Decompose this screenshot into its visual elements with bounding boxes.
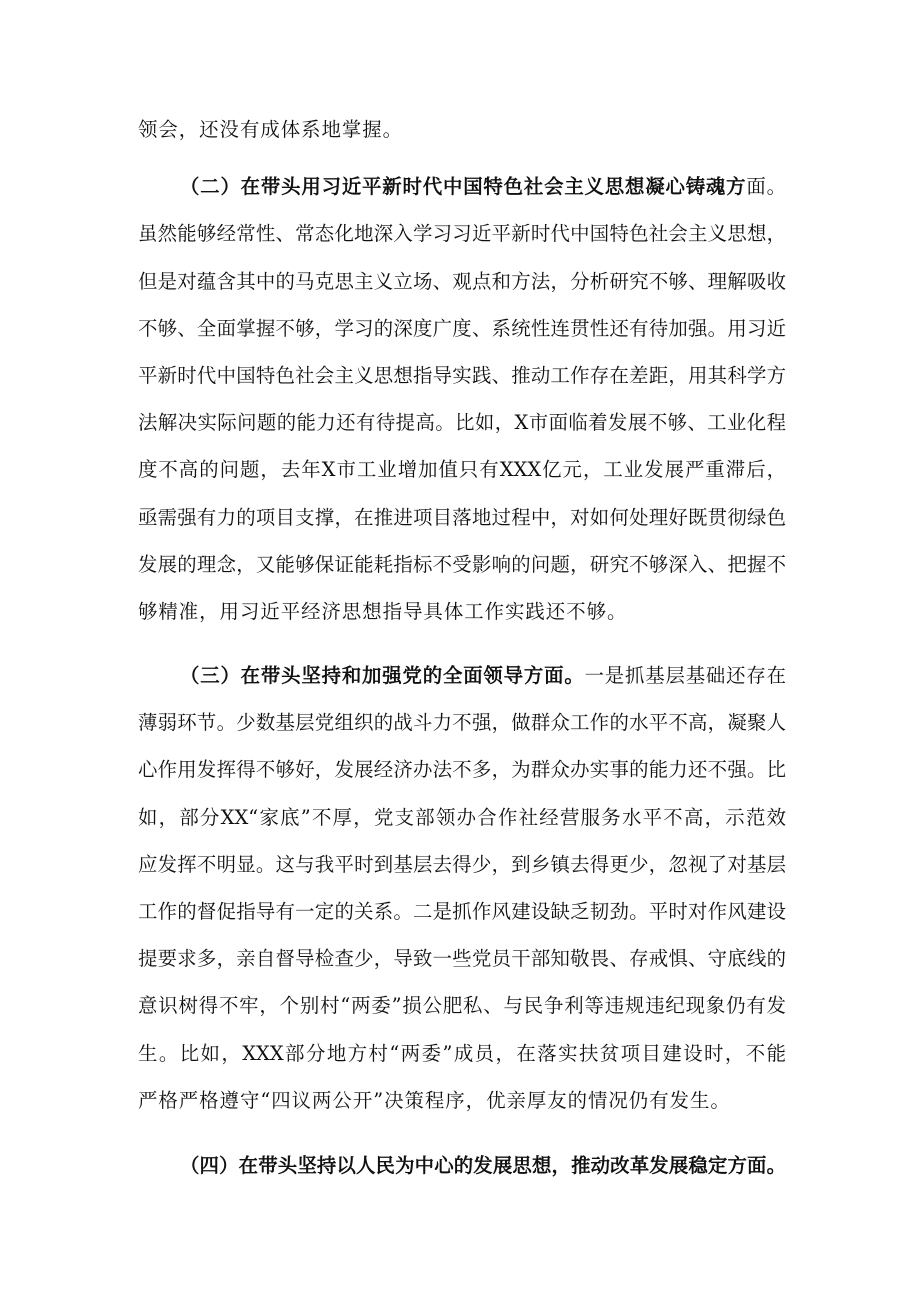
text-line: 领会，还没有成体系地掌握。 [138,118,404,141]
text-line: 发展的理念，又能够保证能耗指标不受影响的问题，研究不够深入、把握不 [138,552,786,576]
text-line: 工作的督促指导有一定的关系。二是抓作风建设缺乏韧劲。平时对作风建设 [138,900,786,923]
text-line: 严格严格遵守“四议两公开”决策程序，优亲厚友的情况仍有发生。 [138,1088,731,1112]
text-line: 度不高的问题，去年X市工业增加值只有XXX亿元，工业发展严重滞后， [138,458,786,482]
section-heading-3: （三）在带头坚持和加强党的全面领导方面。 [180,664,585,688]
text-line: 不够、全面掌握不够，学习的深度广度、系统性连贯性还有待加强。用习近 [138,316,786,340]
text-line: 够精准，用习近平经济思想指导具体工作实践还不够。 [138,599,628,623]
heading-continuation: 面。 [746,175,787,199]
document-body [138,106,786,1189]
paragraph-2 [138,163,786,635]
text-line: 提要求多，亲自督导检查少，导致一些党员干部知敬畏、存戒惧、守底线的 [138,947,786,971]
section-heading-line [138,652,786,699]
section-heading-line [138,1142,786,1189]
text-line: 心作用发挥得不够好，发展经济办法不多，为群众办实事的能力还不强。比 [138,758,786,782]
text-line: 平新时代中国特色社会主义思想指导实践、推动工作存在差距，用其科学方 [138,363,786,387]
text-line: 法解决实际问题的能力还有待提高。比如，X市面临着发展不够、工业化程 [138,411,786,435]
paragraph-1 [138,106,786,153]
paragraph-3 [138,652,786,1124]
text-line: 意识树得不牢，个别村“两委”损公肥私、与民争利等违规违纪现象仍有发 [138,994,786,1018]
section-heading-2: （二）在带头用习近平新时代中国特色社会主义思想凝心铸魂方 [180,175,747,199]
text-line: 应发挥不明显。这与我平时到基层去得少，到乡镇去得更少，忽视了对基层 [138,852,786,876]
paragraph-4 [138,1142,786,1189]
section-heading-4: （四）在带头坚持以人民为中心的发展思想，推动改革发展稳定方面。 [180,1153,786,1177]
text-line: 如，部分XX“家底”不厚，党支部领办合作社经营服务水平不高，示范效 [138,805,786,829]
text-line: 虽然能够经常性、常态化地深入学习习近平新时代中国特色社会主义思想， [138,222,786,246]
text-line: 生。比如，XXX部分地方村“两委”成员，在落实扶贫项目建设时，不能 [138,1041,786,1065]
text-line: 亟需强有力的项目支撑，在推进项目落地过程中，对如何处理好既贯彻绿色 [138,505,786,529]
heading-continuation: 一是抓基层基础还存在 [584,664,787,688]
section-heading-line [138,163,786,210]
text-line: 但是对蕴含其中的马克思主义立场、观点和方法，分析研究不够、理解吸收 [138,269,786,293]
text-line: 薄弱环节。少数基层党组织的战斗力不强，做群众工作的水平不高，凝聚人 [138,711,786,735]
